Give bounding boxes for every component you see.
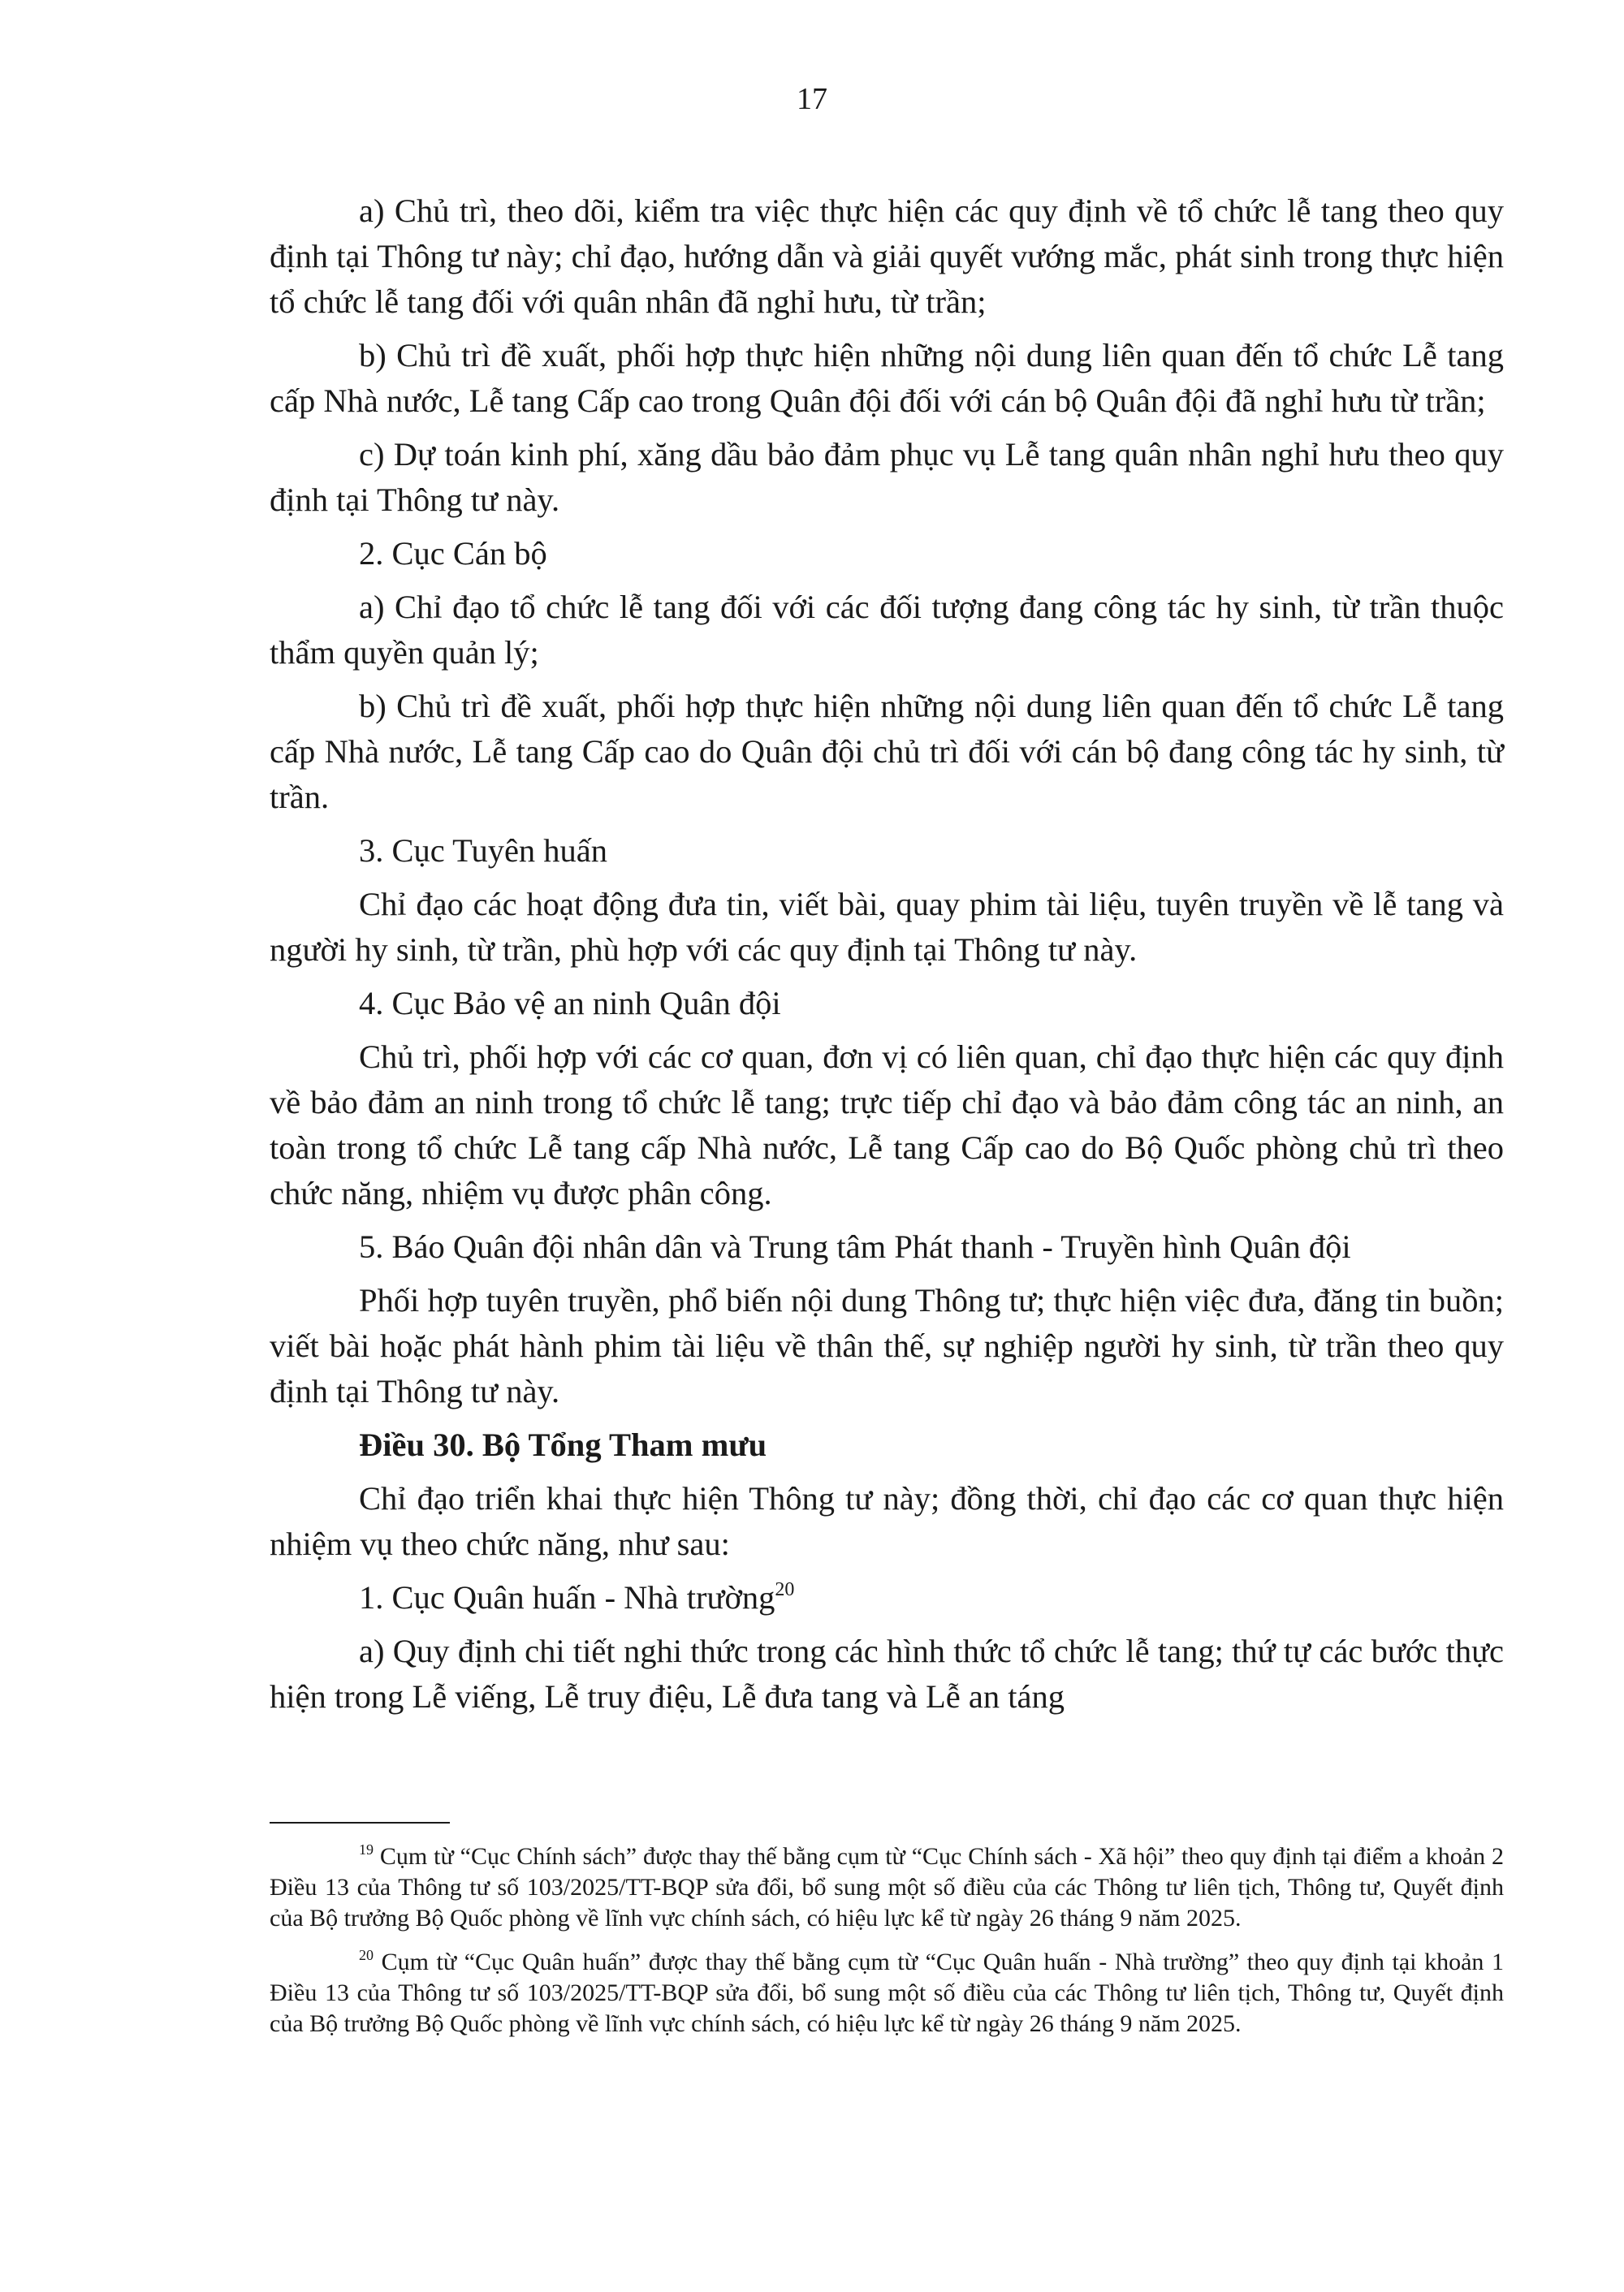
paragraph: b) Chủ trì đề xuất, phối hợp thực hiện những nội dung liên quan đến tổ chức Lễ tang cấp Nhà nước, Lễ tang Cấp cao do Quân đội chủ trì đối với cán bộ đang công tác hy sinh, từ trần. — [270, 688, 1504, 815]
footnote — [270, 1841, 1504, 1934]
section-item: 3. Cục Tuyên huấn — [359, 832, 608, 869]
paragraph: a) Chỉ đạo tổ chức lễ tang đối với các đối tượng đang công tác hy sinh, từ trần thuộc thẩm quyền quản lý; — [270, 589, 1504, 671]
paragraph: a) Chủ trì, theo dõi, kiểm tra việc thực hiện các quy định về tổ chức lễ tang theo quy định tại Thông tư này; chỉ đạo, hướng dẫn và giải quyết vướng mắc, phát sinh trong thực hiện tổ chức lễ tang đối với quân nhân đã nghỉ hưu, từ trần; — [270, 192, 1504, 320]
section-item: 5. Báo Quân đội nhân dân và Trung tâm Phát thanh - Truyền hình Quân đội — [359, 1228, 1351, 1265]
paragraph: b) Chủ trì đề xuất, phối hợp thực hiện những nội dung liên quan đến tổ chức Lễ tang cấp Nhà nước, Lễ tang Cấp cao trong Quân đội đối với cán bộ Quân đội đã nghỉ hưu từ trần; — [270, 337, 1504, 419]
section-item — [270, 1575, 1504, 1621]
paragraph: Chỉ đạo các hoạt động đưa tin, viết bài, quay phim tài liệu, tuyên truyền về lễ tang và người hy sinh, từ trần, phù hợp với các quy định tại Thông tư này. — [270, 886, 1504, 968]
footnote-mark: 19 — [359, 1841, 374, 1858]
article-heading: Điều 30. Bộ Tổng Tham mưu — [359, 1427, 767, 1463]
paragraph: Chủ trì, phối hợp với các cơ quan, đơn vị có liên quan, chỉ đạo thực hiện các quy định về bảo đảm an ninh trong tổ chức lễ tang; trực tiếp chỉ đạo và bảo đảm công tác an ninh, an toàn trong tổ chức Lễ tang cấp Nhà nước, Lễ tang Cấp cao do Bộ Quốc phòng chủ trì theo chức năng, nhiệm vụ được phân công. — [270, 1038, 1504, 1211]
section-item-label: 1. Cục Quân huấn - Nhà trường — [359, 1579, 775, 1616]
footnote-reference: 20 — [775, 1579, 795, 1600]
footnote-text: Cụm từ “Cục Quân huấn” được thay thế bằng cụm từ “Cục Quân huấn - Nhà trường” theo quy định tại khoản 1 Điều 13 của Thông tư số 103/2025/TT-BQP sửa đổi, bổ sung một số điều của các Thông tư liên tịch, Thông tư, Quyết định của Bộ trưởng Bộ Quốc phòng về lĩnh vực chính sách, có hiệu lực kể từ ngày 26 tháng 9 năm 2025. — [270, 1949, 1505, 2037]
footnote-text: Cụm từ “Cục Chính sách” được thay thế bằng cụm từ “Cục Chính sách - Xã hội” theo quy định tại điểm a khoản 2 Điều 13 của Thông tư số 103/2025/TT-BQP sửa đổi, bổ sung một số điều của các Thông tư liên tịch, Thông tư, Quyết định của Bộ trưởng Bộ Quốc phòng về lĩnh vực chính sách, có hiệu lực kể từ ngày 26 tháng 9 năm 2025. — [270, 1843, 1504, 1932]
footnote-mark: 20 — [359, 1947, 374, 1963]
paragraph: a) Quy định chi tiết nghi thức trong các hình thức tổ chức lễ tang; thứ tự các bước thực hiện trong Lễ viếng, Lễ truy điệu, Lễ đưa tang và Lễ an táng — [270, 1633, 1504, 1715]
paragraph: Phối hợp tuyên truyền, phổ biến nội dung Thông tư; thực hiện việc đưa, đăng tin buồn; viết bài hoặc phát hành phim tài liệu về thân thế, sự nghiệp người hy sinh, từ trần theo quy định tại Thông tư này. — [270, 1282, 1504, 1409]
footnote-divider — [270, 1822, 450, 1824]
paragraph: c) Dự toán kinh phí, xăng dầu bảo đảm phục vụ Lễ tang quân nhân nghỉ hưu theo quy định tại Thông tư này. — [270, 436, 1504, 518]
footnotes — [270, 1841, 1504, 2052]
page-number: 17 — [797, 82, 827, 116]
body-text — [270, 188, 1504, 1728]
section-item: 2. Cục Cán bộ — [359, 535, 547, 572]
paragraph: Chỉ đạo triển khai thực hiện Thông tư này; đồng thời, chỉ đạo các cơ quan thực hiện nhiệm vụ theo chức năng, như sau: — [270, 1480, 1504, 1562]
section-item: 4. Cục Bảo vệ an ninh Quân đội — [359, 985, 781, 1021]
footnote — [270, 1947, 1504, 2039]
